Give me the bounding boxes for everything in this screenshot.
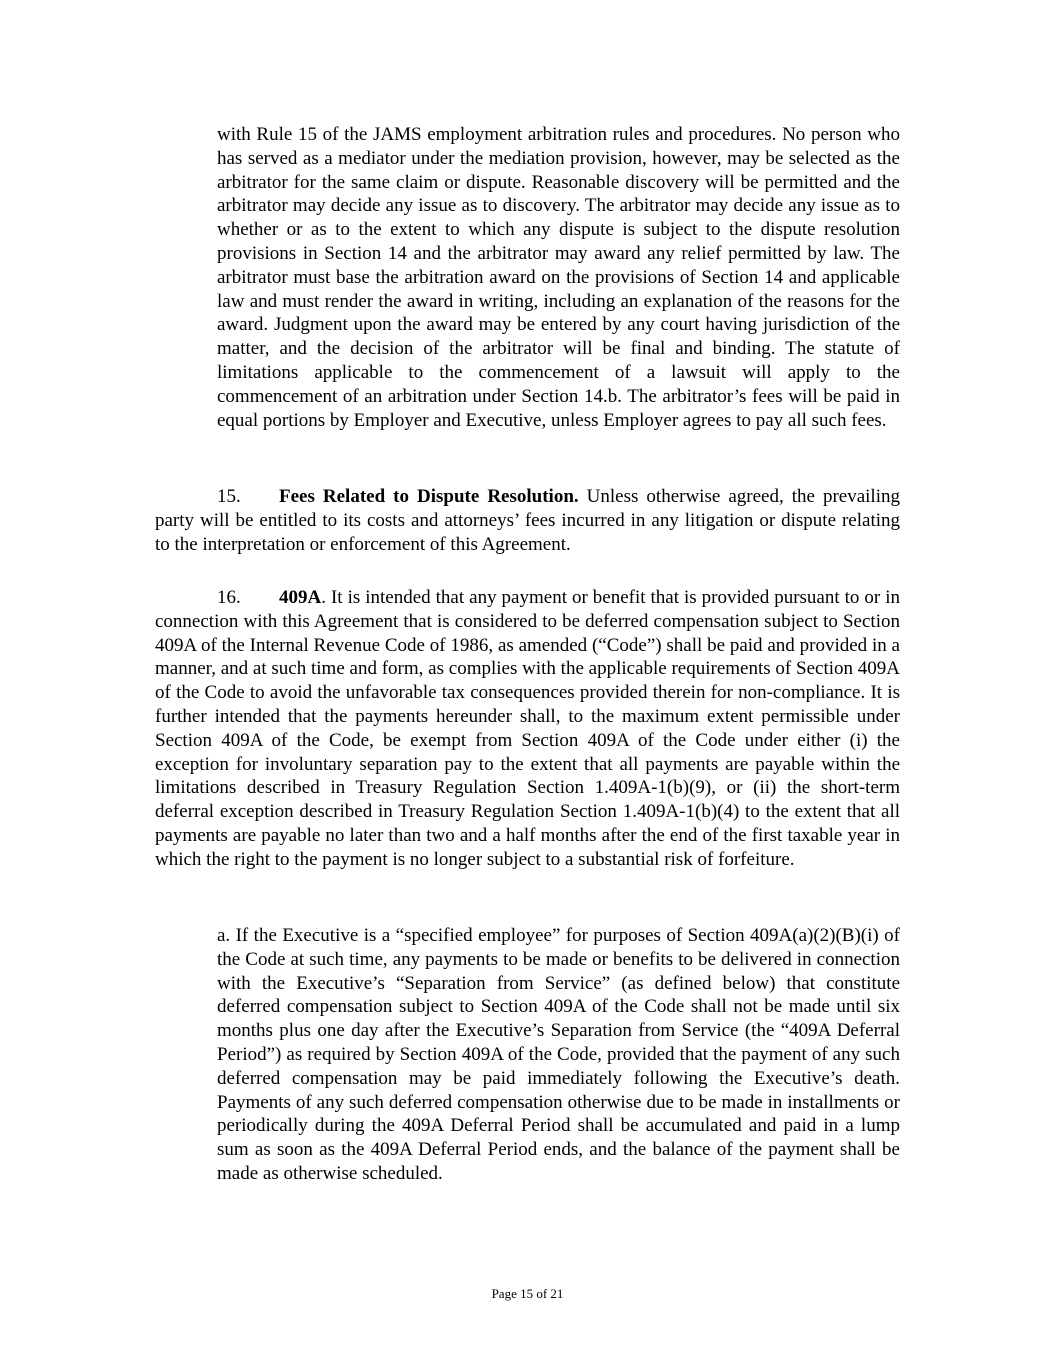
section-16-subsection-a: a. If the Executive is a “specified employee” for purposes of Section 409A(a)(2)(B)(i) of the Code at such time, any payments to be made or benefits to be delivered in connection with the Executive’s “Separation from Service” (as defined below) that constitute deferred compensation subject to Section 409A of the Code shall not be made until six months plus one day after the Executive’s Separation from Service (the “409A Deferral Period”) as required by Section 409A of the Code, provided that the payment of any such deferred compensation may be paid immediately following the Executive’s death. Payments of any such deferred compensation otherwise due to be made in installments or periodically during the 409A Deferral Period shall be accumulated and paid in a lump sum as soon as the 409A Deferral Period ends, and the balance of the payment shall be made as otherwise scheduled.	[217, 925, 900, 1184]
section-16-paragraph	[155, 586, 900, 872]
section-16-text: . It is intended that any payment or benefit that is provided pursuant to or in connection with this Agreement that is considered to be deferred compensation subject to Section 409A of the Internal Revenue Code of 1986, as amended (“Code”) shall be paid and provided in a manner, and at such time and form, as complies with the applicable requirements of Section 409A of the Code to avoid the unfavorable tax consequences provided therein for non-compliance. It is further intended that the payments hereunder shall, to the maximum extent permissible under Section 409A of the Code, be exempt from Section 409A of the Code under either (i) the exception for involuntary separation pay to the extent that all payments are payable within the limitations described in Treasury Regulation Section 1.409A-1(b)(9), or (ii) the short-term deferral exception described in Treasury Regulation Section 1.409A-1(b)(4) to the extent that all payments are payable no later than two and a half months after the end of the first taxable year in which the right to the payment is no longer subject to a substantial risk of forfeiture.	[155, 587, 900, 870]
section-14-continuation-paragraph: with Rule 15 of the JAMS employment arbitration rules and procedures. No person who has served as a mediator under the mediation provision, however, may be selected as the arbitrator for the same claim or dispute. Reasonable discovery will be permitted and the arbitrator may decide any issue as to discovery. The arbitrator may decide any issue as to whether or as to the extent to which any dispute is subject to the dispute resolution provisions in Section 14 and the arbitrator may award any relief permitted by law. The arbitrator must base the arbitration award on the provisions of Section 14 and applicable law and must render the award in writing, including an explanation of the reasons for the award. Judgment upon the award may be entered by any court having jurisdiction of the matter, and the decision of the arbitrator will be final and binding. The statute of limitations applicable to the commencement of a lawsuit will apply to the commencement of an arbitration under Section 14.b. The arbitrator’s fees will be paid in equal portions by Employer and Executive, unless Employer agrees to pay all such fees.	[217, 124, 900, 431]
section-15-heading: Fees Related to Dispute Resolution.	[279, 486, 579, 507]
section-15-number: 15.	[217, 486, 241, 507]
section-16-number: 16.	[217, 587, 241, 608]
page-number-footer: Page 15 of 21	[491, 1286, 564, 1301]
section-16-heading: 409A	[279, 587, 322, 608]
section-15-paragraph	[155, 485, 900, 556]
section-15-text: Unless otherwise agreed, the prevailing party will be entitled to its costs and attorneys’ fees incurred in any litigation or dispute relating to the interpretation or enforcement of this Agreement.	[155, 486, 900, 555]
